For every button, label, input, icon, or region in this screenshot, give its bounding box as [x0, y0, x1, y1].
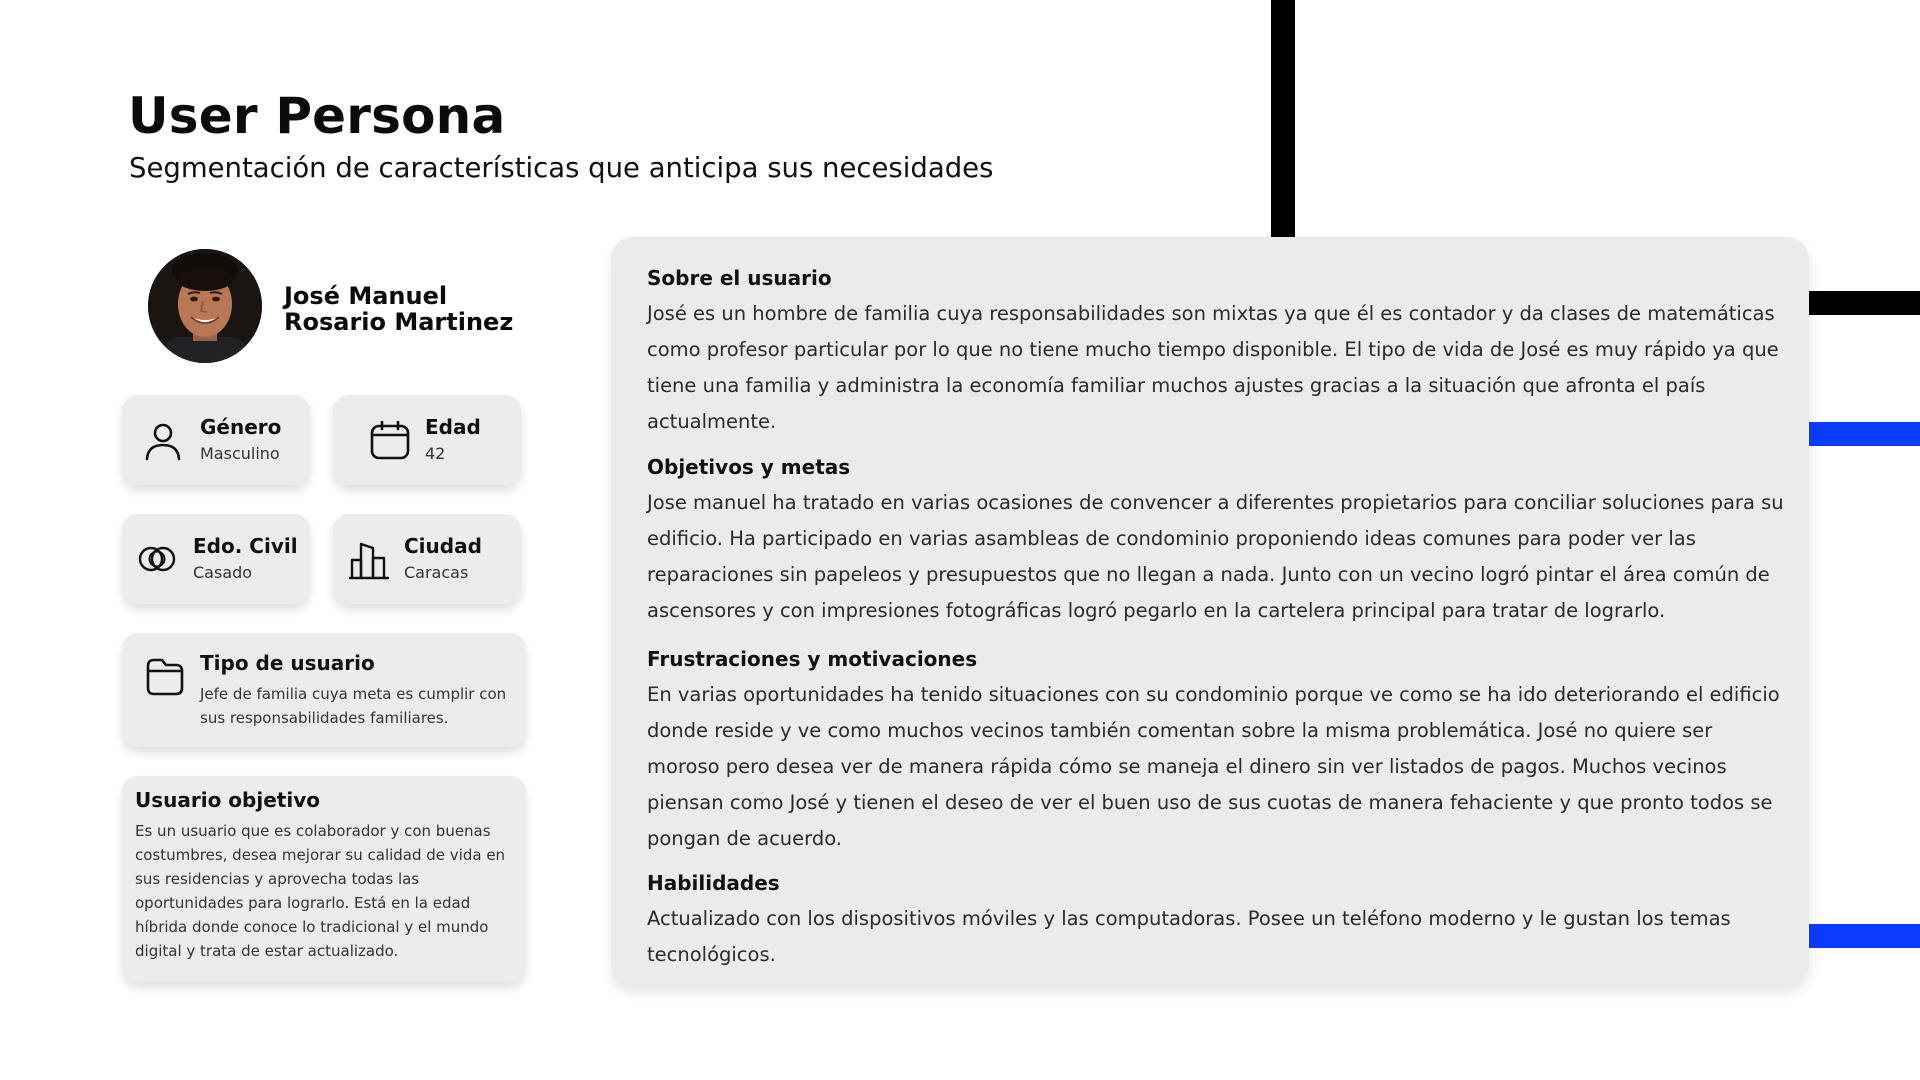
edad-value: 42 [425, 444, 446, 463]
card-estado-civil [122, 514, 310, 604]
card-edad [333, 395, 521, 485]
tipo-usuario-label: Tipo de usuario [200, 651, 375, 675]
usuario-objetivo-title: Usuario objetivo [135, 788, 320, 812]
ciudad-value: Caracas [404, 563, 469, 582]
buildings-icon [348, 538, 390, 580]
card-ciudad [333, 514, 521, 604]
decorative-blue-bar-bottom [1807, 924, 1920, 948]
persona-first-name: José Manuel [284, 282, 448, 310]
ciudad-label: Ciudad [404, 534, 482, 558]
genero-label: Género [200, 415, 282, 439]
rings-icon [136, 538, 178, 580]
section-habilidades [647, 869, 1787, 973]
tipo-usuario-value: Jefe de familia cuya meta es cumplir con sus responsabilidades familiares. [200, 685, 507, 727]
usuario-objetivo-text: Es un usuario que es colaborador y con buenas costumbres, desea mejorar su calidad de vida en sus residencias y aprovecha todas las oportunidades para lograrlo. Está en la edad híbrida donde conoce lo tradicional y el mundo digital y trata de estar actualizado. [135, 822, 506, 960]
sobre-usuario-heading: Sobre el usuario [647, 266, 832, 290]
persona-name [284, 283, 544, 336]
folder-icon [144, 656, 186, 698]
objetivos-heading: Objetivos y metas [647, 455, 851, 479]
section-objetivos [647, 453, 1787, 629]
decorative-blue-bar-top [1807, 422, 1920, 446]
card-genero [122, 395, 310, 485]
section-frustraciones [647, 645, 1787, 857]
habilidades-heading: Habilidades [647, 871, 780, 895]
frustraciones-heading: Frustraciones y motivaciones [647, 647, 978, 671]
persona-last-name: Rosario Martinez [284, 308, 514, 337]
section-sobre-usuario [647, 264, 1787, 440]
genero-value: Masculino [200, 444, 280, 463]
estado-civil-label: Edo. Civil [193, 534, 298, 558]
objetivos-text: Jose manuel ha tratado en varias ocasiones de convencer a diferentes propietarios para conciliar soluciones para su edificio. Ha participado en varias asambleas de condominio proponiendo ideas comunes para poder ver las reparaciones sin papeleos y presupuestos que no llegan a nada. Junto con un vecino logró pintar el área común de ascensores y con impresiones fotográficas logró pegarlo en la cartelera principal para tratar de lograrlo. [647, 491, 1784, 622]
person-icon [142, 420, 184, 462]
person-photo-icon [148, 249, 262, 363]
page-subtitle: Segmentación de características que anticipa sus necesidades [129, 152, 994, 184]
card-tipo-usuario [122, 633, 526, 747]
calendar-icon [369, 420, 411, 462]
habilidades-text: Actualizado con los dispositivos móviles y las computadoras. Posee un teléfono moderno y le gustan los temas tecnológicos. [647, 907, 1731, 966]
estado-civil-value: Casado [193, 563, 253, 582]
card-usuario-objetivo [122, 776, 526, 982]
page-title: User Persona [128, 87, 506, 145]
avatar [148, 249, 262, 363]
edad-label: Edad [425, 415, 481, 439]
sobre-usuario-text: José es un hombre de familia cuya responsabilidades son mixtas ya que él es contador y da clases de matemáticas como profesor particular por lo que no tiene mucho tiempo disponible. El tipo de vida de José es muy rápido ya que tiene una familia y administra la economía familiar muchos ajustes gracias a la situación que afronta el país actualmente. [647, 302, 1779, 433]
decorative-vertical-bar [1271, 0, 1295, 237]
persona-details-panel [611, 237, 1809, 987]
decorative-black-bar [1807, 291, 1920, 315]
frustraciones-text: En varias oportunidades ha tenido situaciones con su condominio porque ve como se ha ido deteriorando el edificio donde reside y ve como muchos vecinos también comentan sobre la misma problemática. José no quiere ser moroso pero desea ver de manera rápida cómo se maneja el dinero sin ver listados de pagos. Muchos vecinos piensan como José y tienen el deseo de ver el buen uso de sus cuotas de manera fehaciente y que pronto todos se pongan de acuerdo. [647, 683, 1780, 850]
